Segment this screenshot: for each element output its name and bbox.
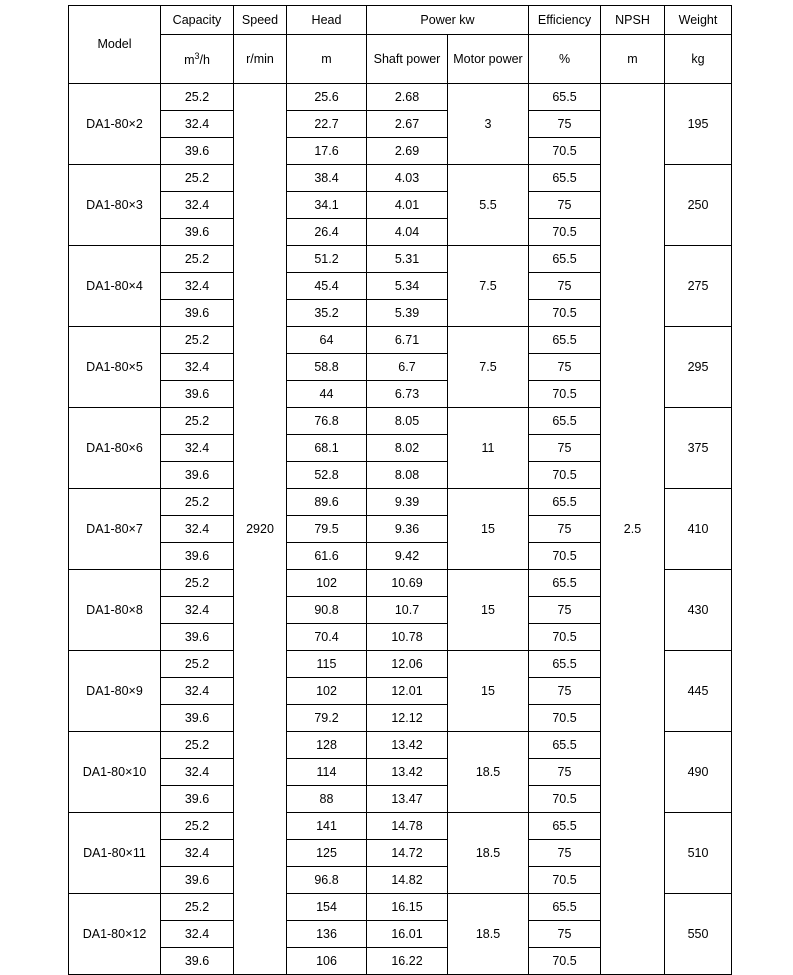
cell-capacity: 25.2: [161, 651, 234, 678]
cell-motor-power: 15: [448, 651, 529, 732]
cell-shaft-power: 2.67: [367, 111, 448, 138]
cell-head: 141: [287, 813, 367, 840]
cell-model: DA1-80×12: [69, 894, 161, 975]
cell-efficiency: 65.5: [529, 894, 601, 921]
unit-capacity: [161, 35, 234, 84]
cell-weight: 445: [665, 651, 732, 732]
unit-weight: kg: [665, 35, 732, 84]
unit-efficiency: %: [529, 35, 601, 84]
cell-shaft-power: 6.71: [367, 327, 448, 354]
cell-head: 102: [287, 678, 367, 705]
cell-efficiency: 65.5: [529, 246, 601, 273]
cell-head: 79.2: [287, 705, 367, 732]
cell-shaft-power: 8.02: [367, 435, 448, 462]
unit-capacity-base: m: [184, 52, 195, 67]
cell-shaft-power: 13.47: [367, 786, 448, 813]
cell-model: DA1-80×10: [69, 732, 161, 813]
cell-head: 154: [287, 894, 367, 921]
cell-efficiency: 70.5: [529, 948, 601, 975]
cell-efficiency: 75: [529, 759, 601, 786]
cell-motor-power: 18.5: [448, 894, 529, 975]
cell-efficiency: 65.5: [529, 651, 601, 678]
cell-capacity: 39.6: [161, 624, 234, 651]
cell-shaft-power: 16.15: [367, 894, 448, 921]
cell-shaft-power: 12.01: [367, 678, 448, 705]
cell-efficiency: 65.5: [529, 570, 601, 597]
header-npsh: NPSH: [601, 6, 665, 35]
cell-head: 17.6: [287, 138, 367, 165]
pump-specification-table: [68, 5, 732, 975]
cell-efficiency: 75: [529, 516, 601, 543]
cell-capacity: 25.2: [161, 246, 234, 273]
subheader-shaft-power: Shaft power: [367, 35, 448, 84]
cell-model: DA1-80×5: [69, 327, 161, 408]
cell-shaft-power: 2.68: [367, 84, 448, 111]
header-weight: Weight: [665, 6, 732, 35]
cell-capacity: 32.4: [161, 597, 234, 624]
cell-efficiency: 70.5: [529, 867, 601, 894]
cell-shaft-power: 5.39: [367, 300, 448, 327]
cell-motor-power: 7.5: [448, 327, 529, 408]
cell-efficiency: 70.5: [529, 219, 601, 246]
cell-capacity: 39.6: [161, 300, 234, 327]
cell-shaft-power: 4.01: [367, 192, 448, 219]
cell-capacity: 25.2: [161, 165, 234, 192]
cell-shaft-power: 10.69: [367, 570, 448, 597]
cell-model: DA1-80×9: [69, 651, 161, 732]
cell-shaft-power: 13.42: [367, 759, 448, 786]
cell-shaft-power: 5.34: [367, 273, 448, 300]
cell-shaft-power: 12.12: [367, 705, 448, 732]
cell-shaft-power: 8.08: [367, 462, 448, 489]
cell-capacity: 32.4: [161, 516, 234, 543]
cell-shaft-power: 14.72: [367, 840, 448, 867]
cell-efficiency: 75: [529, 192, 601, 219]
cell-capacity: 39.6: [161, 705, 234, 732]
cell-shaft-power: 9.42: [367, 543, 448, 570]
cell-capacity: 32.4: [161, 111, 234, 138]
cell-shaft-power: 16.01: [367, 921, 448, 948]
unit-speed: r/min: [234, 35, 287, 84]
cell-head: 96.8: [287, 867, 367, 894]
cell-shaft-power: 9.39: [367, 489, 448, 516]
unit-capacity-sup: 3: [194, 50, 200, 61]
cell-model: DA1-80×4: [69, 246, 161, 327]
cell-efficiency: 70.5: [529, 462, 601, 489]
cell-capacity: 32.4: [161, 354, 234, 381]
cell-shaft-power: 14.82: [367, 867, 448, 894]
table-body: [69, 84, 732, 975]
cell-capacity: 32.4: [161, 678, 234, 705]
cell-capacity: 39.6: [161, 138, 234, 165]
cell-head: 68.1: [287, 435, 367, 462]
cell-capacity: 32.4: [161, 273, 234, 300]
cell-shaft-power: 5.31: [367, 246, 448, 273]
cell-shaft-power: 6.73: [367, 381, 448, 408]
cell-shaft-power: 9.36: [367, 516, 448, 543]
cell-head: 64: [287, 327, 367, 354]
header-speed: Speed: [234, 6, 287, 35]
cell-model: DA1-80×3: [69, 165, 161, 246]
cell-head: 61.6: [287, 543, 367, 570]
cell-efficiency: 65.5: [529, 408, 601, 435]
cell-capacity: 25.2: [161, 489, 234, 516]
unit-head: m: [287, 35, 367, 84]
header-row-units: [69, 35, 732, 84]
cell-weight: 275: [665, 246, 732, 327]
cell-capacity: 25.2: [161, 84, 234, 111]
cell-head: 106: [287, 948, 367, 975]
cell-model: DA1-80×11: [69, 813, 161, 894]
cell-efficiency: 65.5: [529, 84, 601, 111]
cell-shaft-power: 4.04: [367, 219, 448, 246]
cell-head: 125: [287, 840, 367, 867]
cell-capacity: 32.4: [161, 759, 234, 786]
cell-shaft-power: 2.69: [367, 138, 448, 165]
cell-head: 35.2: [287, 300, 367, 327]
cell-head: 128: [287, 732, 367, 759]
cell-efficiency: 75: [529, 840, 601, 867]
header-model: Model: [69, 6, 161, 84]
cell-efficiency: 75: [529, 597, 601, 624]
cell-head: 44: [287, 381, 367, 408]
header-head: Head: [287, 6, 367, 35]
cell-efficiency: 70.5: [529, 786, 601, 813]
cell-capacity: 25.2: [161, 813, 234, 840]
cell-capacity: 25.2: [161, 408, 234, 435]
cell-capacity: 25.2: [161, 894, 234, 921]
cell-efficiency: 70.5: [529, 543, 601, 570]
cell-shaft-power: 6.7: [367, 354, 448, 381]
cell-capacity: 32.4: [161, 192, 234, 219]
cell-motor-power: 5.5: [448, 165, 529, 246]
cell-head: 34.1: [287, 192, 367, 219]
cell-efficiency: 65.5: [529, 813, 601, 840]
cell-shaft-power: 13.42: [367, 732, 448, 759]
cell-head: 51.2: [287, 246, 367, 273]
cell-efficiency: 70.5: [529, 705, 601, 732]
table-row: [69, 84, 732, 111]
cell-motor-power: 15: [448, 489, 529, 570]
unit-npsh: m: [601, 35, 665, 84]
unit-capacity-rest: /h: [199, 52, 210, 67]
cell-efficiency: 65.5: [529, 327, 601, 354]
cell-head: 25.6: [287, 84, 367, 111]
cell-capacity: 39.6: [161, 219, 234, 246]
cell-head: 136: [287, 921, 367, 948]
cell-capacity: 39.6: [161, 867, 234, 894]
cell-weight: 510: [665, 813, 732, 894]
cell-model: DA1-80×7: [69, 489, 161, 570]
cell-efficiency: 75: [529, 678, 601, 705]
cell-motor-power: 18.5: [448, 732, 529, 813]
cell-head: 114: [287, 759, 367, 786]
spec-sheet: [0, 5, 793, 968]
cell-shaft-power: 10.78: [367, 624, 448, 651]
cell-head: 26.4: [287, 219, 367, 246]
cell-capacity: 25.2: [161, 570, 234, 597]
cell-head: 52.8: [287, 462, 367, 489]
cell-weight: 430: [665, 570, 732, 651]
cell-capacity: 32.4: [161, 921, 234, 948]
cell-head: 102: [287, 570, 367, 597]
cell-speed: 2920: [234, 84, 287, 975]
cell-head: 70.4: [287, 624, 367, 651]
cell-weight: 195: [665, 84, 732, 165]
header-row-titles: [69, 6, 732, 35]
cell-capacity: 39.6: [161, 381, 234, 408]
cell-head: 58.8: [287, 354, 367, 381]
cell-model: DA1-80×8: [69, 570, 161, 651]
cell-efficiency: 65.5: [529, 732, 601, 759]
cell-capacity: 25.2: [161, 327, 234, 354]
cell-efficiency: 70.5: [529, 624, 601, 651]
cell-head: 88: [287, 786, 367, 813]
cell-motor-power: 15: [448, 570, 529, 651]
cell-head: 76.8: [287, 408, 367, 435]
cell-weight: 490: [665, 732, 732, 813]
cell-shaft-power: 4.03: [367, 165, 448, 192]
cell-capacity: 25.2: [161, 732, 234, 759]
header-capacity: Capacity: [161, 6, 234, 35]
cell-weight: 295: [665, 327, 732, 408]
cell-weight: 250: [665, 165, 732, 246]
cell-npsh: 2.5: [601, 84, 665, 975]
cell-efficiency: 65.5: [529, 165, 601, 192]
cell-efficiency: 75: [529, 273, 601, 300]
cell-head: 115: [287, 651, 367, 678]
cell-head: 22.7: [287, 111, 367, 138]
cell-shaft-power: 16.22: [367, 948, 448, 975]
table-header: [69, 6, 732, 84]
cell-shaft-power: 12.06: [367, 651, 448, 678]
cell-capacity: 39.6: [161, 543, 234, 570]
header-efficiency: Efficiency: [529, 6, 601, 35]
cell-shaft-power: 14.78: [367, 813, 448, 840]
cell-capacity: 39.6: [161, 462, 234, 489]
cell-weight: 410: [665, 489, 732, 570]
cell-efficiency: 65.5: [529, 489, 601, 516]
cell-model: DA1-80×6: [69, 408, 161, 489]
cell-weight: 550: [665, 894, 732, 975]
cell-head: 45.4: [287, 273, 367, 300]
cell-motor-power: 3: [448, 84, 529, 165]
cell-head: 90.8: [287, 597, 367, 624]
header-power: Power kw: [367, 6, 529, 35]
cell-capacity: 39.6: [161, 948, 234, 975]
cell-efficiency: 70.5: [529, 381, 601, 408]
cell-head: 38.4: [287, 165, 367, 192]
cell-head: 79.5: [287, 516, 367, 543]
cell-motor-power: 18.5: [448, 813, 529, 894]
subheader-motor-power: Motor power: [448, 35, 529, 84]
cell-model: DA1-80×2: [69, 84, 161, 165]
cell-efficiency: 75: [529, 354, 601, 381]
cell-head: 89.6: [287, 489, 367, 516]
cell-efficiency: 70.5: [529, 138, 601, 165]
cell-efficiency: 70.5: [529, 300, 601, 327]
cell-efficiency: 75: [529, 921, 601, 948]
cell-shaft-power: 8.05: [367, 408, 448, 435]
cell-efficiency: 75: [529, 111, 601, 138]
cell-motor-power: 7.5: [448, 246, 529, 327]
cell-weight: 375: [665, 408, 732, 489]
cell-capacity: 32.4: [161, 435, 234, 462]
cell-shaft-power: 10.7: [367, 597, 448, 624]
cell-capacity: 32.4: [161, 840, 234, 867]
cell-motor-power: 11: [448, 408, 529, 489]
cell-efficiency: 75: [529, 435, 601, 462]
cell-capacity: 39.6: [161, 786, 234, 813]
